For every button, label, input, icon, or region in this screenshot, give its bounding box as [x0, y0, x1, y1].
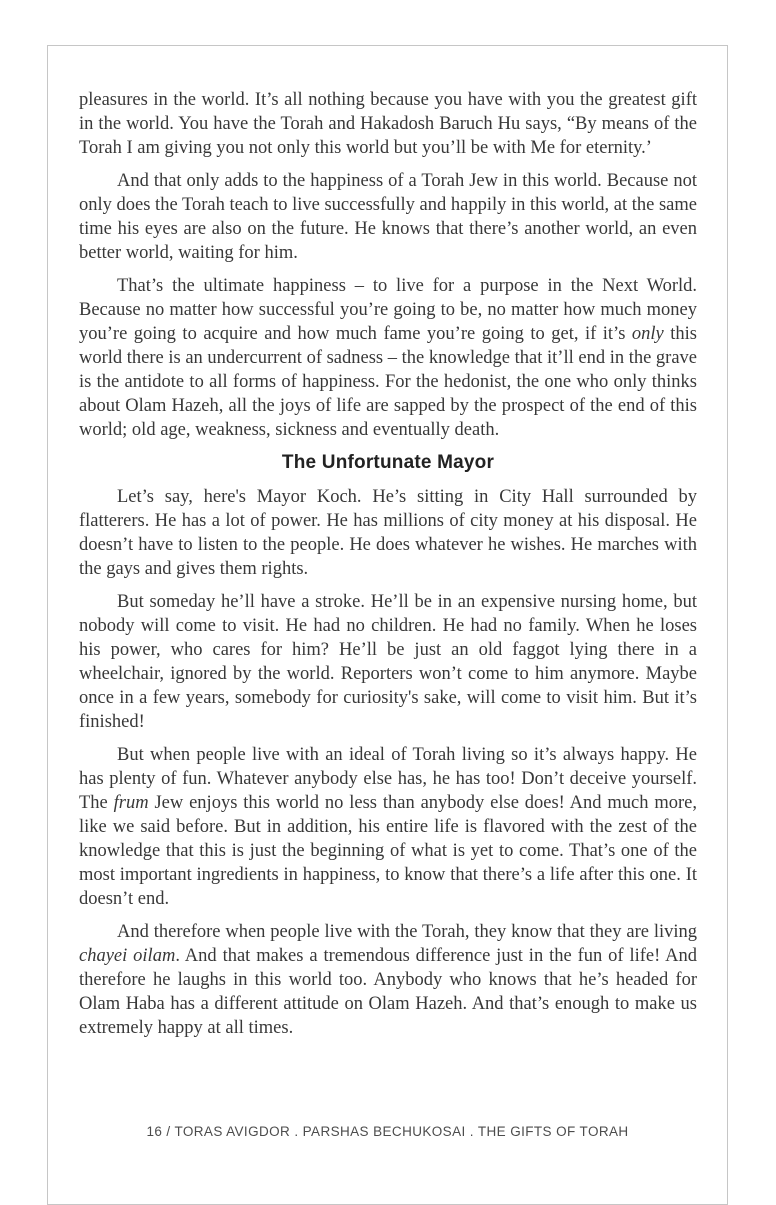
text-segment: And therefore when people live with the Torah, they know that they are living	[117, 922, 697, 942]
text-segment: Jew enjoys this world no less than anybody else does! And much more, like we said before. But in addition, his entire life is flavored with the zest of the knowledge that this is just the beginning of what is yet to come. That’s one of the most important ingredients in happiness, to know that there’s a life after this one. It doesn’t end.	[79, 793, 698, 909]
document-page	[47, 45, 728, 1205]
text-segment: But when people live with an ideal of Torah living so it’s always happy. He has plenty of fun. Whatever anybody else has, he has too! Don’t deceive yourself. The	[79, 745, 697, 813]
paragraph: Let’s say, here's Mayor Koch. He’s sitting in City Hall surrounded by flatterers. He has a lot of power. He has millions of city money at his disposal. He doesn’t have to listen to the people. He does whatever he wishes. He marches with the gays and gives them rights.	[79, 487, 697, 579]
paragraph: And that only adds to the happiness of a Torah Jew in this world. Because not only does the Torah teach to live successfully and happily in this world, at the same time his eyes are also on the future. He knows that there’s another world, an even better world, waiting for him.	[79, 171, 697, 263]
paragraph	[79, 743, 697, 911]
text-segment: . And that makes a tremendous difference just in the fun of life! And therefore he laughs in this world too. Anybody who knows that he’s headed for Olam Haba has a different attitude on Olam Hazeh. And that’s enough to make us extremely happy at all times.	[79, 946, 697, 1038]
paragraph	[79, 920, 697, 1040]
page-footer: 16 / TORAS AVIGDOR . PARSHAS BECHUKOSAI . THE GIFTS OF TORAH	[146, 1124, 629, 1139]
paragraph: But someday he’ll have a stroke. He’ll be in an expensive nursing home, but nobody will come to visit. He had no children. He had no family. When he loses his power, who cares for him? He’ll be just an old faggot lying there in a wheelchair, ignored by the world. Reporters won’t come to him anymore. Maybe once in a few years, somebody for curiosity's sake, will come to visit him. But it’s finished!	[79, 592, 697, 732]
italic-text-segment: only	[631, 324, 664, 344]
text-segment: this world there is an undercurrent of sadness – the knowledge that it’ll end in the grave is the antidote to all forms of happiness. For the hedonist, the one who only thinks about Olam Hazeh, all the joys of life are sapped by the prospect of the end of this world; old age, weakness, sickness and eventually death.	[79, 324, 698, 440]
italic-text-segment: chayei oilam	[79, 946, 176, 966]
section-heading: The Unfortunate Mayor	[281, 452, 495, 473]
italic-text-segment: frum	[113, 793, 149, 813]
paragraph-continuation: pleasures in the world. It’s all nothing because you have with you the greatest gift in the world. You have the Torah and Hakadosh Baruch Hu says, “By means of the Torah I am giving you not only this world but you’ll be with Me for eternity.’	[79, 90, 697, 158]
text-segment: That’s the ultimate happiness – to live for a purpose in the Next World. Because no matter how successful you’re going to be, no matter how much money you’re going to acquire and how much fame you’re going to get, if it’s	[79, 276, 697, 344]
paragraph	[79, 274, 697, 442]
page-content	[48, 46, 727, 1040]
